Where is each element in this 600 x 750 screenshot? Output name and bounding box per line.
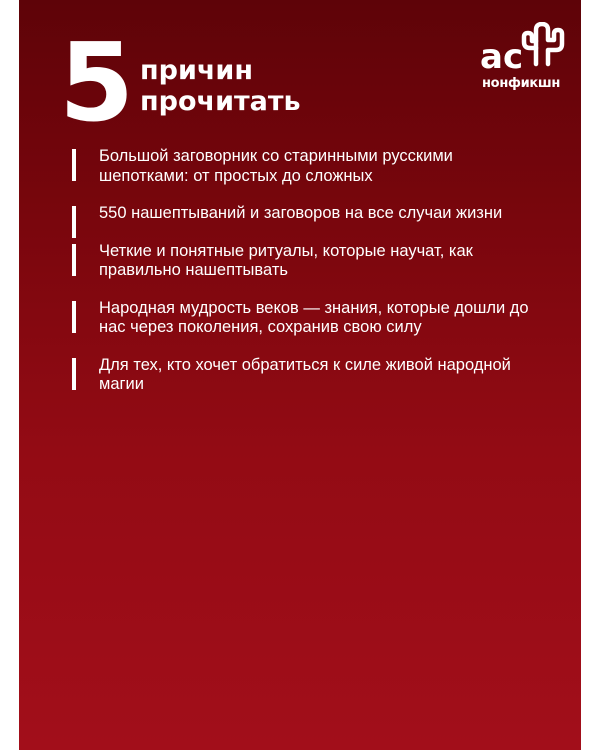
bullet-bar <box>72 206 76 238</box>
logo-subtitle: нонфикшн <box>482 76 561 91</box>
title-line-1: причин <box>140 55 254 86</box>
logo-letters: ac <box>480 37 524 77</box>
bullet-bar <box>72 358 76 390</box>
cactus-icon <box>478 22 568 82</box>
reasons-list <box>72 147 542 413</box>
reason-text: Большой заговорник со старинными русскими шепотками: от простых до сложных <box>99 147 453 185</box>
reason-text: Народная мудрость веков — знания, которые дошли до нас через поколения, сохранив свою силу <box>99 298 529 336</box>
list-item <box>72 242 542 281</box>
bullet-bar <box>72 149 76 181</box>
reason-text: Для тех, кто хочет обратиться к силе живой народной магии <box>99 355 511 393</box>
reasons-count: 5 <box>59 21 133 146</box>
publisher-logo <box>478 22 568 94</box>
page-title <box>140 55 301 117</box>
bullet-bar <box>72 244 76 276</box>
list-item <box>72 204 542 224</box>
reason-text: 550 нашептываний и заговоров на все случаи жизни <box>99 204 503 222</box>
list-item <box>72 147 542 186</box>
list-item <box>72 356 542 395</box>
title-line-2: прочитать <box>140 86 301 117</box>
list-item <box>72 299 542 338</box>
reason-text: Четкие и понятные ритуалы, которые научат, как правильно нашептывать <box>99 241 473 279</box>
bullet-bar <box>72 301 76 333</box>
promo-card <box>19 0 581 750</box>
